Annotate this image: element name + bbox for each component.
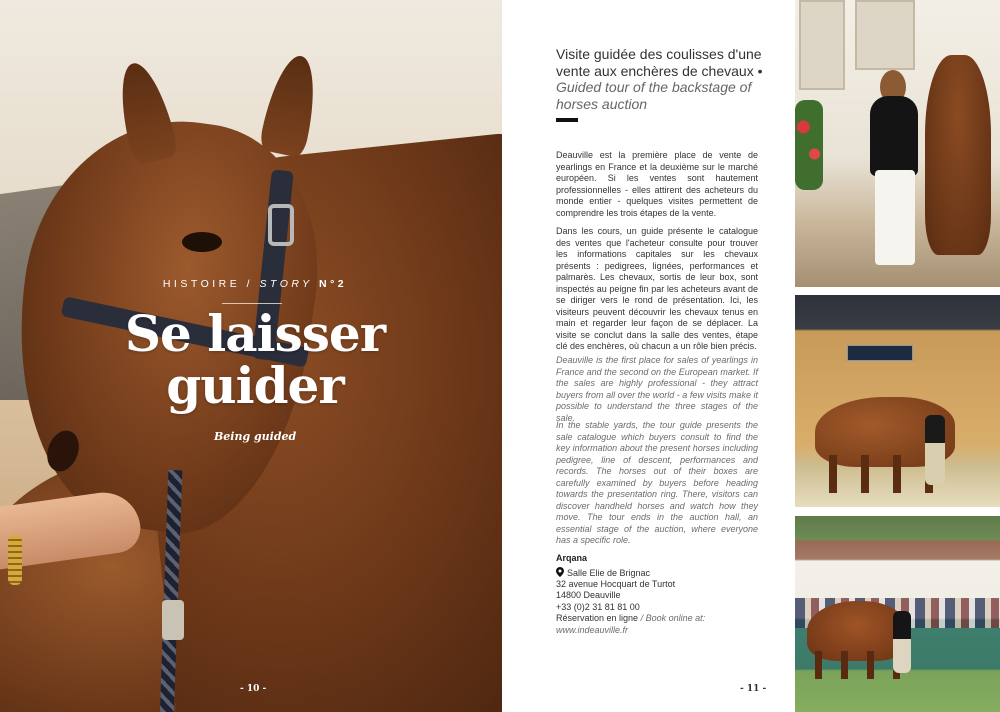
venue-city: 14800 Deauville: [556, 590, 621, 600]
handler: [925, 415, 945, 485]
woman-jacket: [870, 96, 918, 176]
flower-pot: [795, 100, 823, 190]
paragraph-en-1: Deauville is the first place for sales of yearlings in France and the second on the European market. If the sales are highly professional - they attract buyers from all over the world - a few visits make it possible to understand the three stages of the sale.: [556, 355, 758, 423]
map-pin-icon: [556, 567, 564, 577]
venue-name: Arqana: [556, 553, 588, 563]
venue-phone: +33 (0)2 31 81 81 00: [556, 601, 640, 612]
paragraph-en-2: In the stable yards, the tour guide presents the sale catalogue which buyers consult to find the key information about the present horses including pedigree, line of descent, performances and records. The horses out of their boxes are carefully examined by buyers before heading towards the presentation ring. There, visitors can discover handheld horses and watch how they move. The tour ends in the auction hall, an essential stage of the auction, where everyone has a specific role.: [556, 420, 758, 545]
horse-legs: [815, 651, 905, 679]
horse-standing: [925, 55, 991, 255]
stable-door: [855, 0, 915, 70]
photo-presentation-ring: [795, 295, 1000, 507]
page-number-left: - 10 -: [240, 684, 267, 694]
headline-en: Guided tour of the backstage of horses auction: [556, 79, 752, 112]
paragraph-fr-1: Deauville est la première place de vente de yearlings en France et la deuxième sur le marché européen. Si les ventes sont hautement professionnelles - elles attirent des acheteurs du monde entier - quelques visites permettent de comprendre les trois étapes de la vente.: [556, 150, 758, 218]
handler: [893, 611, 911, 673]
venue-street: 32 avenue Hocquart de Turtot: [556, 578, 676, 589]
headline-rule: [556, 118, 578, 122]
paragraph-fr-2: Dans les cours, un guide présente le catalogue des ventes que l'acheteur consulte pour trouver les informations capitales sur les chevaux présents : pedigrees, lignées, performances et palmarès. Les chevaux, sortis de leur box, sont inspectés au peigne fin par les acheteurs avant de se diriger vers le rond de présentation. Ici, les visiteurs peuvent découvrir les chevaux tenus en main et regarder leur façon de se déplacer. La visite se conclut dans la salle des ventes, étape clé des enchères, où chacun a un rôle bien précis.: [556, 226, 758, 351]
woman-trousers: [875, 170, 915, 265]
horse-ear-right: [258, 51, 324, 158]
horse-eye: [182, 232, 222, 252]
page-title: [110, 304, 400, 415]
kicker-sep: /: [240, 278, 260, 290]
title-line-1: Se laisser: [124, 304, 386, 363]
headline-fr: Visite guidée des coulisses d'une vente aux enchères de chevaux •: [556, 46, 763, 79]
kicker-en: STORY: [259, 278, 313, 290]
bracelet: [8, 535, 22, 585]
lead-rope-clip: [162, 600, 184, 640]
story-kicker: [140, 278, 370, 290]
page-subtitle: Being guided: [214, 430, 297, 443]
venue-hall-text: Salle Elie de Brignac: [567, 568, 651, 578]
kicker-fr: HISTOIRE: [162, 278, 241, 290]
page-number-right: - 11 -: [740, 684, 767, 694]
title-line-2: guider: [166, 356, 344, 415]
booking-sep: /: [638, 613, 646, 623]
kicker-number: N°2: [312, 278, 348, 290]
stable-door: [799, 0, 845, 90]
booking-en: Book online at:: [645, 613, 706, 623]
scoreboard: [847, 345, 913, 361]
booking-fr: Réservation en ligne: [556, 613, 639, 623]
venue-booking: [556, 613, 758, 625]
venue-website-link[interactable]: www.indeauville.fr: [556, 624, 629, 635]
photo-parade-ring: [795, 516, 1000, 712]
halter-buckle: [268, 204, 294, 246]
photo-stable-yard: [795, 0, 1000, 287]
